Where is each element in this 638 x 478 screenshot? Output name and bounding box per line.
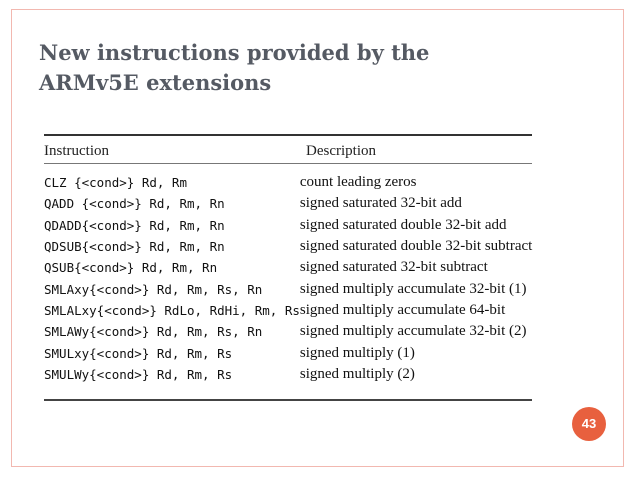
column-header-instruction: Instruction bbox=[44, 143, 109, 159]
description-cell: signed multiply (2) bbox=[299, 365, 415, 382]
instruction-cell: SMULxy{<cond>} Rd, Rm, Rs bbox=[44, 345, 233, 361]
column-header-description: Description bbox=[306, 143, 376, 159]
description-cell: signed saturated 32-bit subtract bbox=[299, 259, 488, 276]
table-row bbox=[44, 257, 532, 278]
slide-title bbox=[39, 38, 429, 98]
table-row bbox=[44, 342, 532, 363]
table-header-row bbox=[44, 136, 532, 160]
description-cell: signed multiply accumulate 32-bit (2) bbox=[299, 323, 527, 340]
instruction-cell: QDSUB{<cond>} Rd, Rm, Rn bbox=[44, 239, 225, 255]
table-row bbox=[44, 193, 532, 214]
table-row bbox=[44, 300, 532, 321]
table-row bbox=[44, 172, 532, 193]
instruction-cell: SMLAWy{<cond>} Rd, Rm, Rs, Rn bbox=[44, 324, 263, 340]
instruction-cell: SMLALxy{<cond>} RdLo, RdHi, Rm, Rs bbox=[44, 302, 300, 318]
description-cell: count leading zeros bbox=[299, 174, 417, 191]
instruction-cell: SMLAxy{<cond>} Rd, Rm, Rs, Rn bbox=[44, 281, 263, 297]
slide-title-line-2: ARMv5E extensions bbox=[39, 70, 272, 95]
table-row bbox=[44, 278, 532, 299]
table-bottom-rule bbox=[44, 399, 532, 401]
instruction-cell: CLZ {<cond>} Rd, Rm bbox=[44, 175, 187, 191]
page-number-badge: 43 bbox=[572, 407, 606, 441]
instruction-table bbox=[44, 134, 532, 401]
description-cell: signed saturated 32-bit add bbox=[299, 195, 462, 212]
description-cell: signed multiply (1) bbox=[299, 344, 415, 361]
description-cell: signed saturated double 32-bit subtract bbox=[299, 238, 533, 255]
instruction-cell: SMULWy{<cond>} Rd, Rm, Rs bbox=[44, 366, 233, 382]
instruction-cell: QADD {<cond>} Rd, Rm, Rn bbox=[44, 196, 225, 212]
table-header-rule bbox=[44, 163, 532, 164]
instruction-cell: QSUB{<cond>} Rd, Rm, Rn bbox=[44, 260, 218, 276]
table-row bbox=[44, 236, 532, 257]
description-cell: signed multiply accumulate 32-bit (1) bbox=[299, 280, 527, 297]
description-cell: signed multiply accumulate 64-bit bbox=[299, 301, 506, 318]
description-cell: signed saturated double 32-bit add bbox=[299, 216, 507, 233]
slide-title-line-1: New instructions provided by the bbox=[39, 40, 430, 65]
instruction-cell: QDADD{<cond>} Rd, Rm, Rn bbox=[44, 217, 225, 233]
table-row bbox=[44, 364, 532, 385]
table-row bbox=[44, 215, 532, 236]
table-row bbox=[44, 321, 532, 342]
